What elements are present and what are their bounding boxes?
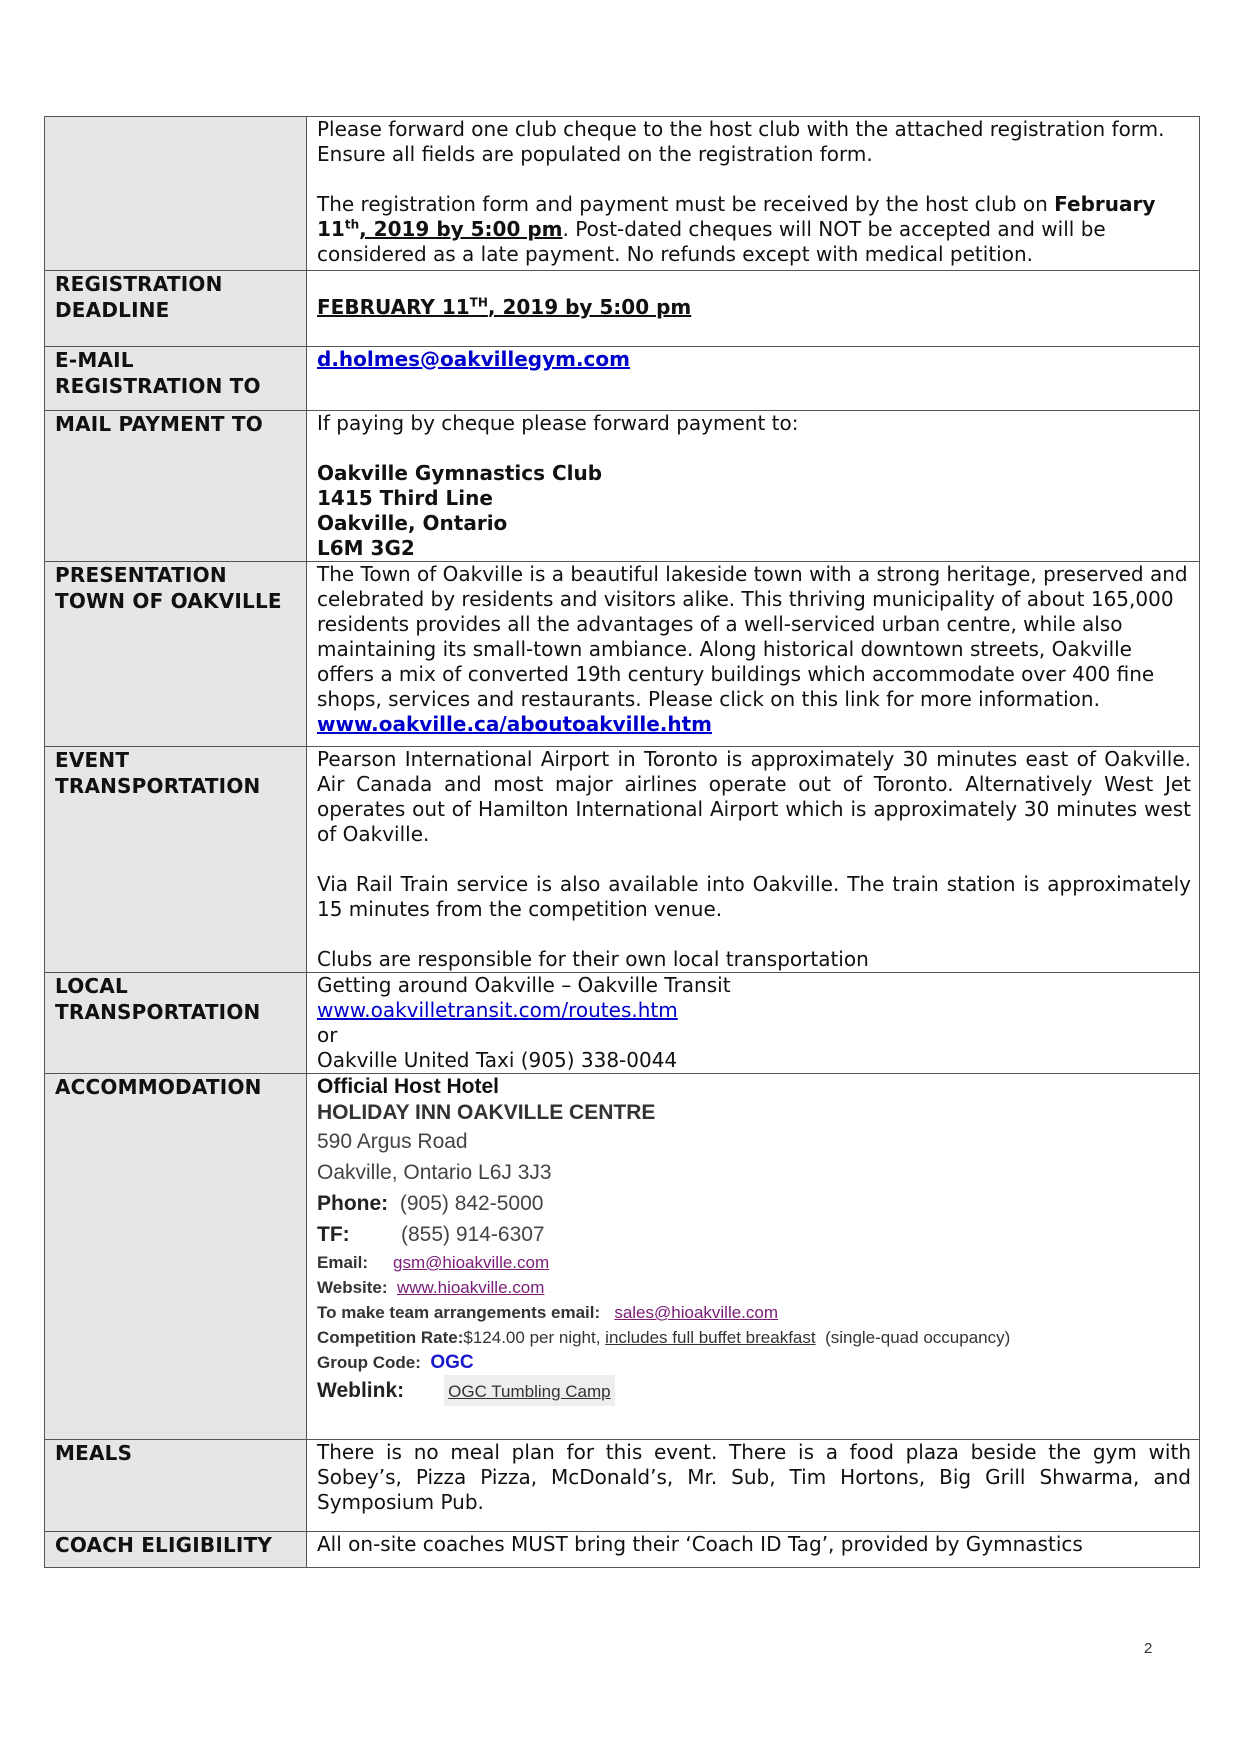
coach-eligibility-label: COACH ELIGIBILITY — [55, 1533, 273, 1557]
weblink-link[interactable]: OGC Tumbling Camp — [448, 1382, 611, 1401]
hotel-name: HOLIDAY INN OAKVILLE CENTRE — [317, 1101, 656, 1124]
page-number: 2 — [1144, 1640, 1153, 1657]
registration-email-link[interactable]: d.holmes@oakvillegym.com — [317, 347, 630, 371]
group-code: Group Code: OGC — [317, 1352, 474, 1373]
hotel-phone: Phone: (905) 842-5000 — [317, 1192, 544, 1215]
weblink-row: Weblink: OGC Tumbling Camp — [317, 1375, 1191, 1406]
hotel-email: Email: gsm@hioakville.com — [317, 1253, 550, 1272]
accommodation-label: ACCOMMODATION — [55, 1075, 262, 1099]
table-row — [45, 347, 1200, 411]
table-row — [45, 1440, 1200, 1532]
competition-rate: Competition Rate:$124.00 per night, includes full buffet breakfast (single-quad occupancy) — [317, 1328, 1011, 1347]
mail-intro: If paying by cheque please forward payment to: — [317, 411, 799, 435]
train-paragraph: Via Rail Train service is also available into Oakville. The train station is approximately 15 minutes from the competition venue. — [317, 872, 1191, 921]
local-transportation-label: LOCAL TRANSPORTATION — [55, 974, 261, 1024]
registration-deadline-value: FEBRUARY 11TH, 2019 by 5:00 pm — [317, 295, 692, 319]
address-line: L6M 3G2 — [317, 536, 415, 560]
registration-deadline-label: REGISTRATION DEADLINE — [55, 272, 223, 322]
hotel-website: Website: www.hioakville.com — [317, 1278, 545, 1297]
info-table — [44, 116, 1200, 1568]
intro-paragraph: Please forward one club cheque to the host club with the attached registration form. Ensure all fields are populated on the registration form. — [317, 117, 1165, 166]
transit-link[interactable]: www.oakvilletransit.com/routes.htm — [317, 998, 678, 1022]
table-row — [45, 271, 1200, 347]
hotel-tollfree: TF: (855) 914-6307 — [317, 1223, 545, 1246]
official-hotel-heading: Official Host Hotel — [317, 1075, 500, 1098]
transit-line: Getting around Oakville – Oakville Transit — [317, 973, 731, 997]
label-cell-empty — [45, 117, 307, 271]
table-row — [45, 411, 1200, 562]
oakville-info-link[interactable]: www.oakville.ca/aboutoakville.htm — [317, 712, 712, 736]
table-row — [45, 1532, 1200, 1568]
address-line: Oakville Gymnastics Club — [317, 461, 603, 485]
table-row — [45, 747, 1200, 973]
meals-text: There is no meal plan for this event. There is a food plaza beside the gym with Sobey’s, Pizza Pizza, McDonald’s, Mr. Sub, Tim Hortons, Big Grill Shwarma, and Symposium Pub. — [317, 1440, 1191, 1514]
table-row — [45, 1074, 1200, 1440]
taxi-line: Oakville United Taxi (905) 338-0044 — [317, 1048, 678, 1072]
hotel-city: Oakville, Ontario L6J 3J3 — [317, 1161, 552, 1184]
hotel-street: 590 Argus Road — [317, 1130, 468, 1153]
address-line: Oakville, Ontario — [317, 511, 508, 535]
or-text: or — [317, 1023, 338, 1047]
meals-label: MEALS — [55, 1441, 133, 1465]
local-transport-note: Clubs are responsible for their own local transportation — [317, 947, 869, 971]
presentation-text: The Town of Oakville is a beautiful lakeside town with a strong heritage, preserved and celebrated by residents and visitors alike. This thriving municipality of about 165,000 residents provides all the advantages of a well-serviced urban centre, while also maintaining its small-town ambiance. Along historical downtown streets, Oakville offers a mix of converted 19th century buildings which accommodate over 400 fine shops, services and restaurants. Please click on this link for more information. — [317, 562, 1188, 711]
table-row — [45, 117, 1200, 271]
event-transportation-label: EVENT TRANSPORTATION — [55, 748, 261, 798]
table-row — [45, 562, 1200, 747]
airport-paragraph: Pearson International Airport in Toronto is approximately 30 minutes east of Oakville. Air Canada and most major airlines operate out of Toronto. Alternatively West Jet operates out of Hamilton International Airport which is approximately 30 minutes west of Oakville. — [317, 747, 1191, 846]
team-arrangements: To make team arrangements email: sales@hioakville.com — [317, 1303, 779, 1322]
mail-payment-label: MAIL PAYMENT TO — [55, 412, 263, 436]
content-cell — [307, 117, 1200, 271]
presentation-label: PRESENTATION TOWN OF OAKVILLE — [55, 563, 282, 613]
coach-eligibility-text: All on-site coaches MUST bring their ‘Coach ID Tag’, provided by Gymnastics — [317, 1532, 1083, 1556]
address-line: 1415 Third Line — [317, 486, 493, 510]
email-registration-label: E-MAIL REGISTRATION TO — [55, 348, 261, 398]
deadline-paragraph: The registration form and payment must be received by the host club on February 11th, 2019 by 5:00 pm. Post-dated cheques will NOT be accepted and will be considered as a late payment. No refunds except with medical petition. — [317, 192, 1156, 266]
table-row — [45, 973, 1200, 1074]
